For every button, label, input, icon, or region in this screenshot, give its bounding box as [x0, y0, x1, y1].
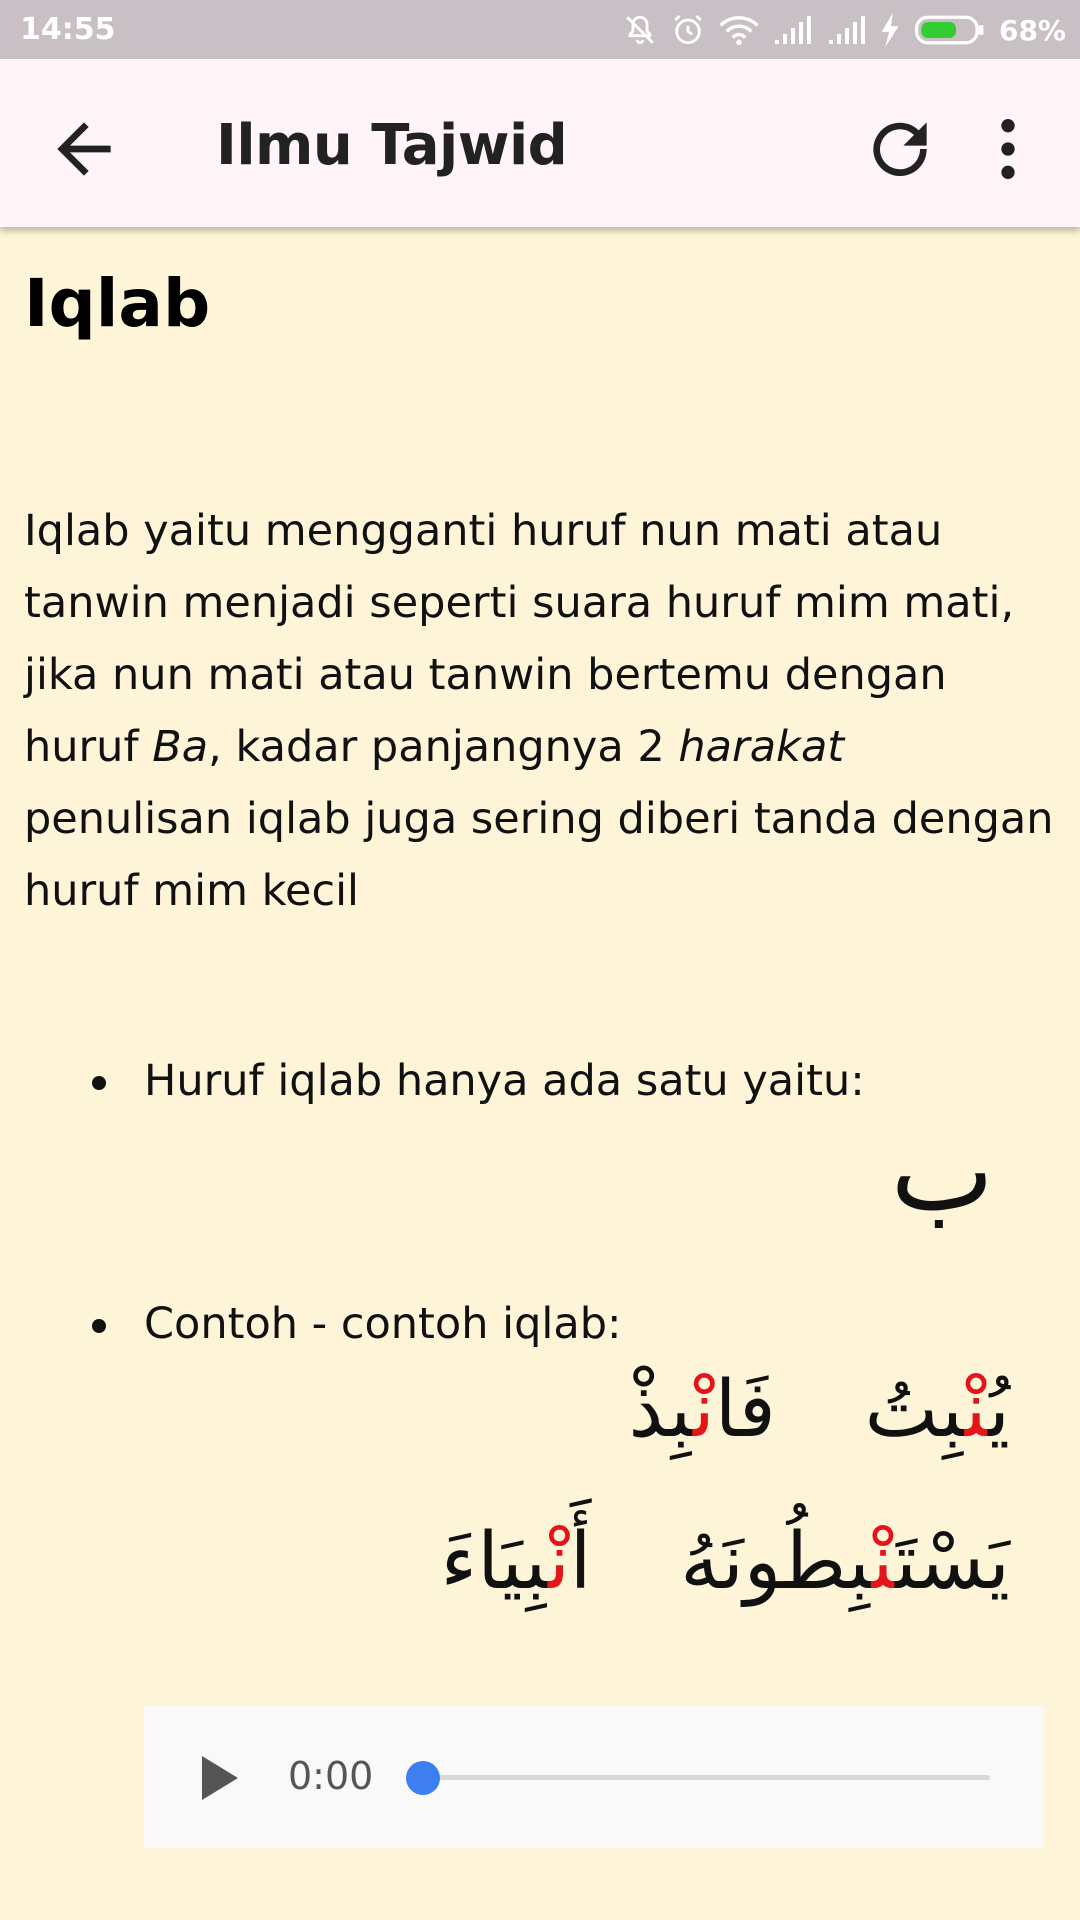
example-word: أَنْبِيَاءَ — [440, 1517, 592, 1607]
paragraph-text: , kadar panjangnya 2 — [208, 722, 679, 772]
status-bar — [0, 0, 1080, 59]
bullet-dot — [92, 1319, 106, 1333]
refresh-button[interactable] — [860, 109, 940, 189]
arrow-back-icon — [44, 109, 124, 189]
audio-player — [144, 1706, 1044, 1848]
app-title: Ilmu Tajwid — [216, 113, 568, 178]
status-time: 14:55 — [20, 12, 116, 47]
bullet-text: Contoh - contoh iqlab: — [144, 1299, 622, 1349]
example-row — [441, 1517, 1010, 1607]
app-bar — [0, 59, 1080, 227]
battery-percent: 68% — [998, 13, 1066, 47]
example-word: يَسْتَنْبِطُونَهُ — [680, 1517, 1010, 1607]
nun-highlight: نْ — [964, 1365, 989, 1455]
audio-current-time: 0:00 — [288, 1754, 374, 1798]
paragraph-text: penulisan iqlab juga sering diberi tanda dengan huruf mim kecil — [24, 794, 1054, 916]
alarm-icon — [671, 13, 705, 47]
battery-icon — [915, 13, 985, 47]
play-icon — [194, 1750, 246, 1806]
charging-icon — [881, 13, 901, 47]
nun-highlight: نْ — [871, 1517, 896, 1607]
bullet-text: Huruf iqlab hanya ada satu yaitu: — [144, 1056, 865, 1106]
nun-highlight: نْ — [693, 1365, 715, 1455]
paragraph-text: Iqlab yaitu mengganti huruf nun mati atau tanwin menjadi seperti suara huruf mim mati, jika nun mati atau tanwin bertemu dengan huruf — [24, 506, 1015, 772]
more-options-button[interactable] — [968, 109, 1048, 189]
wifi-icon — [719, 13, 759, 47]
play-button[interactable] — [194, 1750, 246, 1806]
status-icons — [623, 10, 1066, 50]
harakat-term: harakat — [678, 722, 845, 772]
iqlab-letter: ب — [890, 1107, 994, 1235]
audio-seek-bar[interactable] — [424, 1775, 990, 1780]
audio-seek-thumb[interactable] — [406, 1761, 440, 1795]
example-word: يُنْبِتُ — [864, 1365, 1010, 1455]
signal-icon — [773, 14, 813, 46]
iqlab-letter-container — [860, 227, 990, 347]
back-button[interactable] — [44, 109, 124, 189]
example-row — [629, 1365, 1010, 1455]
example-word: فَانْبِذْ — [628, 1365, 776, 1455]
bullet-dot — [92, 1076, 106, 1090]
ba-term: Ba — [152, 722, 209, 772]
description-paragraph — [24, 495, 1060, 927]
refresh-icon — [860, 109, 940, 189]
mute-icon — [623, 13, 657, 47]
nun-highlight: نْ — [548, 1517, 570, 1607]
page-title: Iqlab — [24, 265, 211, 342]
article-content — [0, 227, 1080, 1920]
signal-icon — [827, 14, 867, 46]
more-vert-icon — [968, 109, 1048, 189]
